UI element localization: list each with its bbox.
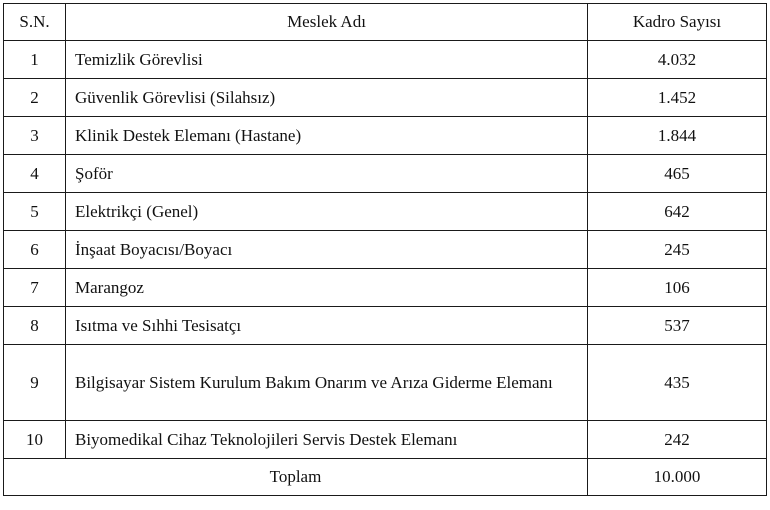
- row-count: 537: [588, 307, 767, 345]
- row-name: Bilgisayar Sistem Kurulum Bakım Onarım ve Arıza Giderme Elemanı: [66, 345, 588, 421]
- table-row: [4, 345, 767, 421]
- row-name: Güvenlik Görevlisi (Silahsız): [66, 79, 588, 117]
- table-row: [4, 41, 767, 79]
- row-count: 4.032: [588, 41, 767, 79]
- table-row: [4, 117, 767, 155]
- table-row: [4, 79, 767, 117]
- row-name: Isıtma ve Sıhhi Tesisatçı: [66, 307, 588, 345]
- table-row: [4, 421, 767, 459]
- row-count: 642: [588, 193, 767, 231]
- row-name: Elektrikçi (Genel): [66, 193, 588, 231]
- row-count: 435: [588, 345, 767, 421]
- table-row: [4, 307, 767, 345]
- row-sn: 5: [4, 193, 66, 231]
- row-name: Temizlik Görevlisi: [66, 41, 588, 79]
- row-count: 1.452: [588, 79, 767, 117]
- row-name: Marangoz: [66, 269, 588, 307]
- table-row: [4, 269, 767, 307]
- row-sn: 10: [4, 421, 66, 459]
- table-total-row: [4, 459, 767, 496]
- header-sn: S.N.: [4, 4, 66, 41]
- row-count: 465: [588, 155, 767, 193]
- row-name: Klinik Destek Elemanı (Hastane): [66, 117, 588, 155]
- table-row: [4, 155, 767, 193]
- table-header-row: [4, 4, 767, 41]
- row-name: İnşaat Boyacısı/Boyacı: [66, 231, 588, 269]
- table-row: [4, 231, 767, 269]
- staff-table: [3, 3, 767, 496]
- row-sn: 2: [4, 79, 66, 117]
- row-sn: 4: [4, 155, 66, 193]
- row-count: 1.844: [588, 117, 767, 155]
- row-sn: 6: [4, 231, 66, 269]
- row-sn: 1: [4, 41, 66, 79]
- row-count: 106: [588, 269, 767, 307]
- total-label: Toplam: [4, 459, 588, 496]
- header-count: Kadro Sayısı: [588, 4, 767, 41]
- row-name: Biyomedikal Cihaz Teknolojileri Servis Destek Elemanı: [66, 421, 588, 459]
- row-sn: 3: [4, 117, 66, 155]
- row-sn: 7: [4, 269, 66, 307]
- table-row: [4, 193, 767, 231]
- total-count: 10.000: [588, 459, 767, 496]
- row-sn: 9: [4, 345, 66, 421]
- row-count: 242: [588, 421, 767, 459]
- row-sn: 8: [4, 307, 66, 345]
- row-count: 245: [588, 231, 767, 269]
- header-name: Meslek Adı: [66, 4, 588, 41]
- row-name: Şoför: [66, 155, 588, 193]
